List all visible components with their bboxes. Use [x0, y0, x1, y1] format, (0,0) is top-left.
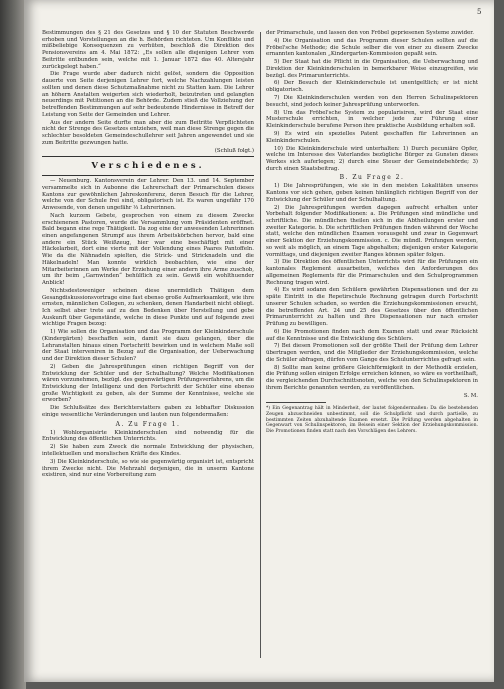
book-spine-shadow: [0, 0, 26, 689]
paragraph: 6) Der Besuch der Kleinkinderschule ist unentgeltlich; er ist nicht obligatorisch.: [266, 80, 478, 94]
footnote: *) Ein Gegenantrag hält in Minderheit, der lautet folgendermaßen: Da die bestehenden Zeugen abzuschneiden unbestimmt, soll die Schulpflicht und durch partielle, zu bestimmten Zeiten abzuhaltende Examen ersetzt. Die Prüfung werden abgehalten in Gegenwart von Schulinspektoren, im Beisein einer Sektion der Erziehungskommission. Die Promotionen finden statt nach den Vorschlägen des Lehrers.: [266, 406, 478, 434]
newspaper-page: [24, 0, 494, 682]
paragraph: 9) Es wird ein spezielles Patent geschaffen für Lehrerinnen an Kleinkinderschulen.: [266, 130, 478, 144]
paragraph: — Neuenburg. Kantonsverein der Lehrer. Den 13. und 14. September versammelte sich in Aubonne die Lehrerschaft der Primarschulen dieses Kantons zur gewöhnlichen Jahreskonferenz, deren Besuch für die Lehrer, welche von der Schule frei sind, obligatorisch ist. Es waren ungefähr 170 Anwesende, von denen ungefähr ⅓ Lehrerinnen.: [42, 178, 254, 212]
paragraph: Nichtsdestoweniger scheinen diese unermüdlich Thätigen dem Gesangdiskussionsvortrage eine fast ebenso große Aufmerksamkeit, wie ihre ernsten, männlichen Collegen, zu schenken, denen Handarbeit nicht obliegt. Ich selbst aber trete auf zu den Bedenken über Herstellung und gebe Auskunft über Gegenstände, welche in diese Punkte und auf folgende zwei wichtige Fragen bezog:: [42, 287, 254, 328]
paragraph: Die Frage wurde aber dadurch nicht gelöst, sondern die Opposition dauerte von Seite derjenigen Lehrer fort, welche Nachzahlungen leisten sollten und denen diese Schutzmaßnahme nicht zu Statten kam. Die Lehrer an höhern Anstalten weigerten sich wiederholt, beizutreten und gelangten neuerdings mit Petitionen an die Behörde. Zudem stieß die Vollziehung der betreffenden Bestimmungen auf sehr bedeutende Hindernisse in Betreff der Leistung von Seite der Gemeinden und Lehrer.: [42, 71, 254, 118]
paragraph: 2) Geben die Jahresprüfungen einen richtigen Begriff von der Entwicklung der Schüler und der Schulhaltung? Welche Modifikationen wären vorzunehmen, bezügl. des gegenwärtigen Prüfungsverfahrens, um die Entwicklung der Intelligenz und den Fortschritt der Schüler eine ebenso große Wichtigkeit zu geben, als der Summe der Kenntnisse, welche sie erworben?: [42, 363, 254, 404]
signature: S. M.: [463, 392, 478, 399]
continuation-note: (Schluß folgt.): [214, 147, 254, 154]
paragraph: 5) Der Staat hat die Pflicht in die Organisation, die Ueberwachung und Direktion der Kleinkinderschulen in bemerkbarer Weise einzugreifen, wie bezügl. des Primarunterrichts.: [266, 59, 478, 79]
paragraph: 1) Wie sollen die Organisation und das Programm der Kleinkinderschule (Kindergärten) beschaffen sein, damit sie dazu gelangen, über die Lehranstalten hinaus einen Fortschritt bewirken und in welchem Maße soll der Staat interveniren in Bezug auf die Organisation, der Ueberwachung und der Direktion dieser Schulen?: [42, 329, 254, 363]
left-column: [42, 30, 254, 660]
subsection-title: A. Zu Frage 1.: [115, 420, 181, 428]
paragraph: 4) Es wird sodann den Schülern gewährten Dispensationen und der zu späte Eintritt in die Repetirschule Rechnung getragen durch Fortschritt unserer Schulen schaden, so werden die Erziehungskommissionen ersucht, die betreffenden Art. 24 und 25 des Gesetzes über den öffentlichen Primarunterricht zu halten und ihre Dispensationen nur nach ernster Prüfung zu bewilligen.: [266, 287, 478, 327]
paragraph: Die Schlußsätze des Berichterstatters gaben zu lebhafter Diskussion einige wesentliche Veränderungen und lauten nun folgendermaßen:: [42, 405, 254, 419]
paragraph: 8) Um das Fröbel'sche System zu popularisiren, wird der Staat eine Musterschule errichten, in welcher jede zur Führung einer Kleinkinderschule berufene Person ihre praktische Ausbildung erhalten soll.: [266, 109, 478, 130]
paragraph: der Primarschule, und lassen den von Fröbel gepriesenen Systeme zuwider.: [266, 30, 474, 36]
paragraph: 4) Die Organisation und das Programm dieser Schulen sollten auf die Fröbel'sche Methode; die Schule selber die von einer zu diesem Zwecke ernannten kantonalen „Kindergarten-Kommission gepaßt sein.: [266, 37, 478, 58]
column-divider: [260, 32, 261, 658]
section-rule: [42, 175, 254, 176]
section-title: Verschiedenes.: [91, 161, 205, 172]
subsection-title: B. Zu Frage 2.: [339, 174, 405, 182]
paragraph: 6) Die Promotionen finden nach dem Examen statt und zwar Rücksicht auf die Kenntnisse und die Entwicklung des Schülers.: [266, 328, 478, 342]
paragraph: 1) Die Jahresprüfungen, wie sie in den meisten Lokalitäten unseres Kantons vor sich gehen, geben keinen hinlänglich richtigen Begriff von der Entwicklung der Schüler und der Schulhaltung.: [266, 183, 478, 203]
footnote-rule: [266, 402, 326, 403]
paragraph: 1) Wohlorganisirte Kleinkinderschulen sind notwendig für die Entwicklung des öffentlichen Unterrichts.: [42, 429, 254, 443]
paragraph: 2) Die Jahresprüfungen werden dagegen aufrecht erhalten unter Vorbehalt folgender Modifikationen: a. Die Prüfungen sind mündliche und schriftliche. Die mündlichen theilen sich in die Abtheilungen erster und zweiter Kategorie. b. Die schriftlichen Prüfungen finden während der Woche statt, welche den mündlichen Examen vorausgeht und zwar in Gegenwart einer Sektion der Erziehungskommission. c. Die mündl. Prüfungen werden, so weit als möglich, an einem Tage abgehalten; diejenigen erster Kategorie vormittags, und diejenigen zweiter Ranges können später folgen.: [266, 204, 478, 258]
paragraph: 10) Die Kleinkinderschule wird unterhalten: 1) Durch pecuniäre Opfer, welche im Interesse des Vaterlandes bezügliche Bürger zu Gunsten dieses Werkes sich auferlegen; 2) durch eine Steuer der Gemeindebehörde; 3) durch einen Staatsbeitrag.: [266, 145, 478, 172]
paragraph: 8) Sollte man keine größere Gleichförmigkeit in der Methodik erzielen, die Prüfung sollen einigen Erfolge erreichen können, so wäre es vortheilhaft, die vergleichenden Durchschnittsnoten, welche von den Schulinspektoren in ihrem Berichte genannten werden, zu veröffentlichen.: [266, 364, 478, 391]
paragraph: 2) Sie haben zum Zweck die normale Entwicklung der physischen, intellektuellen und moralischen Kräfte des Kindes.: [42, 444, 254, 458]
paragraph: 3) Die Kleinkinderschule, so wie sie gegenwärtig organisirt ist, entspricht ihrem Zwecke nicht. Die Mehrzahl derjenigen, die in unserm Kantone existiren, sind nur eine Vorbereitung zum: [42, 458, 254, 479]
paragraph: Aus der andern Seite durfte man aber die zum Beitritte Verpflichteten nicht der Strenge des Gesetzes entziehen, weil man diese Strenge gegen die schlechter besoldeten Gemeindeschullehrer seit Jahren angewendet und sie zum Beitritte gezwungen hatte.: [42, 119, 254, 146]
paragraph: 7) Die Kleinkinderschulen werden von den Herren Schulinspektoren besucht, sind jedoch keiner Jahresprüfung unterworfen.: [266, 95, 478, 108]
paragraph: Bestimmungen des § 21 des Gesetzes und § 10 der Statuten Beschwerde erhoben und Vorstellungen an die h. Behörden richteten. Um Konflikte und mißbeliebige Konsequenzen zu verhüten, beschloß die Direktion des Pensionsvereins am 4. Mai 1872: „Es sollen alle diejenigen Lehrer vom Beitritte entbunden sein, welche mit 1. Januar 1872 das 40. Altersjahr zurückgelegt haben.“: [42, 30, 254, 70]
section-rule: [42, 156, 254, 157]
paragraph: 7) Bei diesen Promotionen soll der größte Theil der Prüfung dem Lehrer übertragen werden, und die Mitglieder der Erziehungskommission, welche die Schüler abfragen, dürfen vom Gange des Schulunterrichtes gefragt sein.: [266, 343, 478, 363]
paragraph: Nach kurzem Gebete, gesprochen von einem zu diesem Zwecke erschienenen Pastoren, wurde die Versammlung vom Präsidenten eröffnet. Bald begann eine rege Thätigkeit. Da zog eine der anwesenden Lehrerinnen einen angefangenen Strumpf aus ihrem Arbeitskörbchen hervor, bald eine andere ein Stück Weißzeug, hier war eine beschäftigt mit einer Häckelarbeit, dort eine vierte mit der Vollendung eines Paares Pantoffeln. Wie da die Nähnadeln spielten, die Strick- und Stricknadeln und die Häkelnadeln! Man konnte wirklich beobachten, wie eine der Mitarbeiterinnen am Werke der Erziehung einer andern ihre Arme zuschob, um ihr beim „Garnwinden“ behülflich zu sein. Gewiß ein wohlthuender Anblick!: [42, 212, 254, 286]
right-column: [266, 30, 478, 660]
paragraph: 3) Die Direktion des öffentlichen Unterrichts wird für die Prüfungen ein kantonales Reglement ausarbeiten, welches den Anforderungen des allgemeinen Reglements für die Primarschulen und den Schulprogrammen Rechnung tragen wird.: [266, 259, 478, 286]
page-number: 5: [477, 8, 482, 16]
